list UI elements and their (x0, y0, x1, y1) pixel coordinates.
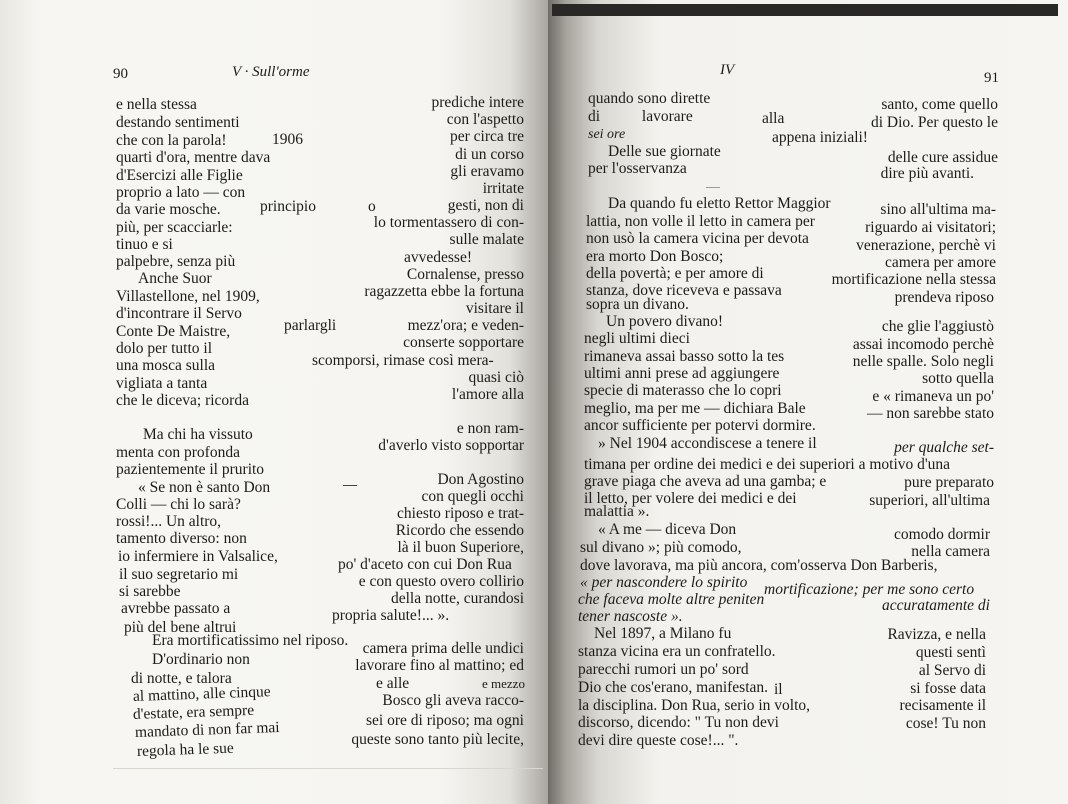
text-line: mandato di non far mai (134, 718, 280, 741)
text-line: dire più avanti. (880, 165, 974, 182)
text-line: il letto, per volere dei medici e dei (584, 490, 797, 507)
text-line: era morto Don Bosco; (586, 248, 724, 265)
text-line: si sarebbe (119, 583, 181, 600)
text-fragment: parlargli (284, 317, 337, 334)
text-line: specie di materasso che lo copri (584, 382, 782, 399)
text-line: proprio a lato — con (116, 184, 246, 201)
text-line: rimaneva assai basso sotto la tes (584, 348, 785, 365)
text-line: più, per scacciarle: (116, 219, 233, 236)
text-line: e non ram- (456, 420, 524, 437)
text-line: rossi!... Un altro, (116, 513, 222, 530)
text-line: al Servo di (918, 662, 986, 679)
text-line: d'averlo visto sopportar (378, 437, 524, 454)
text-line: tener nascoste ». (578, 608, 683, 625)
text-line: destando sentimenti (116, 114, 240, 131)
text-line: nella camera (911, 543, 990, 560)
text-line: avvedesse! (404, 249, 472, 266)
text-fragment: appena iniziali! (772, 129, 868, 146)
text-line: negli ultimi dieci (584, 330, 690, 347)
text-line: di lavorare (588, 108, 693, 125)
text-line: grave piaga che aveva ad una gamba; e (584, 473, 827, 490)
text-line: ancor sufficiente per potervi dormire. (584, 417, 816, 434)
text-line: devi dire queste cose!... ". (578, 732, 739, 749)
text-line: e mezzo (482, 676, 525, 691)
text-line: e con questo overo collirio (358, 573, 524, 590)
text-line: per qualche set- (894, 439, 994, 456)
text-line: Don Agostino (437, 471, 524, 488)
text-line: avrebbe passato a (121, 600, 231, 617)
text-line: camera prima delle undici (362, 640, 524, 657)
text-line: si fosse data (910, 680, 986, 697)
text-line: menta con profonda (116, 444, 240, 461)
text-line: di Dio. Per questo le (871, 114, 998, 131)
text-line: meglio, ma per me — dichiara Bale (584, 400, 806, 417)
text-fragment: o (368, 198, 376, 215)
text-line: mortificazione nella stessa (831, 271, 996, 288)
text-line: per circa tre (450, 128, 524, 145)
text-line: conserte sopportare (403, 334, 524, 351)
text-line: irritate (482, 180, 524, 197)
text-line: l'amore alla (451, 386, 524, 403)
text-line: malattia ». (584, 503, 650, 520)
text-line: — non sarebbe stato (867, 405, 994, 422)
text-line: il suo segretario mi (119, 566, 239, 583)
text-line: Conte De Maistre, (116, 323, 231, 340)
text-line: santo, come quello (881, 96, 998, 113)
text-line: tinuo e si (116, 236, 173, 253)
text-line: di notte, e talora (131, 670, 232, 687)
text-line: queste sono tanto più lecite, (351, 731, 524, 748)
text-line: accuratamente di (881, 597, 990, 614)
text-line: propria salute!... ». (332, 607, 450, 624)
text-line: lattia, non volle il letto in camera per (586, 213, 815, 230)
text-line: stanza vicina era un confratello. (578, 643, 776, 660)
right-running-head: IV (720, 62, 735, 78)
text-line: superiori, all'ultima (869, 492, 990, 509)
right-page-number: 91 (984, 70, 999, 86)
text-line: vigliata a tanta (116, 375, 208, 392)
text-line: dove lavorava, ma più ancora, com'osserva Don Barberis, (580, 557, 938, 574)
text-fragment: alla (762, 110, 785, 127)
text-line: sotto quella (922, 370, 994, 387)
text-line: Un povero divano! (606, 313, 724, 330)
text-fragment: scomporsi, rimase così mera- (312, 352, 494, 369)
text-line: tamento diverso: non (116, 530, 247, 547)
text-line: prendeva riposo (894, 289, 994, 306)
text-line: cose! Tu non (905, 715, 986, 732)
text-line: una mosca sulla (116, 357, 216, 374)
text-line: della notte, curandosi (391, 590, 524, 607)
text-line: io infermiere in Valsalice, (118, 548, 278, 565)
text-line: gli eravamo (450, 163, 524, 180)
text-line: regola ha le sue (136, 739, 235, 760)
text-line: Nel 1897, a Milano fu (594, 625, 732, 642)
left-running-head: V · Sull'orme (232, 64, 310, 80)
text-line: comodo dormir (894, 526, 990, 543)
text-line: più del bene altrui (124, 619, 237, 636)
text-line: ragazzetta ebbe la fortuna (364, 283, 524, 300)
text-line: dolo per tutto il (116, 340, 213, 357)
text-line: prediche intere (431, 94, 524, 111)
text-line: che glie l'aggiustò (881, 318, 994, 335)
text-line: camera per amore (884, 254, 996, 271)
text-line: Ma chi ha vissuto (143, 426, 253, 443)
text-line: D'ordinario non (152, 651, 250, 668)
text-line: della povertà; e per amore di (586, 265, 764, 282)
text-line: Cornalense, presso (406, 266, 524, 283)
text-line: « Se non è santo Don (138, 479, 271, 496)
text-line: e nella stessa (116, 96, 197, 113)
text-line: sei ore di riposo; ma ogni (366, 712, 524, 729)
text-line: » Nel 1904 accondiscese a tenere il (598, 435, 817, 452)
text-line: Delle sue giornate (608, 143, 721, 160)
text-line: quando sono dirette (588, 90, 711, 107)
text-line: discorso, dicendo: " Tu non devi (578, 714, 779, 731)
text-line: stanza, dove riceveva e passava (586, 282, 782, 299)
text-line: Anche Suor (138, 270, 212, 287)
text-line: pazientemente il prurito (116, 461, 265, 478)
text-line: con l'aspetto (446, 111, 524, 128)
text-line: d'incontrare il Servo (116, 305, 242, 322)
text-line: che con la parola! (116, 132, 227, 149)
text-line: Colli — chi lo sarà? (116, 496, 241, 513)
text-line: palpebre, senza più (116, 253, 236, 270)
text-line: e alle (376, 675, 410, 692)
text-line: Villastellone, nel 1909, (116, 288, 260, 305)
text-line: assai incomodo perchè (852, 336, 994, 353)
text-line: sei ore (588, 127, 626, 142)
text-line: Bosco gli aveva racco- (382, 692, 524, 709)
text-line: di un corso (455, 146, 524, 163)
text-line: questi sentì (915, 644, 986, 661)
text-fragment: il (774, 681, 783, 698)
text-fragment: principio (260, 198, 316, 215)
text-line: che le diceva; ricorda (116, 392, 249, 409)
text-line: visitare il (465, 300, 524, 317)
text-line: sul divano »; più comodo, (580, 539, 742, 556)
text-line: sino all'ultima ma- (880, 201, 996, 218)
text-line: chiesto riposo e trat- (397, 505, 524, 522)
text-line: nelle spalle. Solo negli (852, 353, 994, 370)
dash-mark (343, 485, 357, 486)
text-line: sopra un divano. (586, 296, 689, 313)
text-line: gesti, non di (447, 197, 524, 214)
text-line: riguardo ai visitatori; (865, 219, 996, 236)
text-line: da varie mosche. (116, 201, 221, 218)
text-line: là il buon Superiore, (397, 539, 524, 556)
text-line: « per nascondere lo spirito (580, 574, 748, 591)
text-line: Era mortificatissimo nel riposo. (152, 632, 349, 649)
text-line: recisamente il (899, 697, 986, 714)
text-line: « A me — diceva Don (598, 521, 737, 538)
text-line: sulle malate (449, 231, 524, 248)
text-line: la disciplina. Don Rua, serio in volto, (578, 697, 811, 714)
section-dash (706, 187, 720, 188)
text-line: timana per ordine dei medici e dei superiori a motivo d'una (584, 456, 951, 473)
text-line: parecchi rumori un po' sord (578, 661, 749, 678)
text-line: venerazione, perchè vi (856, 237, 996, 254)
text-line: ultimi anni prese ad aggiungere (584, 365, 780, 382)
text-line: non usò la camera vicina per devota (586, 230, 809, 247)
text-line: pure preparato (904, 474, 994, 491)
text-line: lavorare fino al mattino; ed (355, 657, 524, 674)
text-line: per l'osservanza (588, 160, 687, 177)
text-line: e « rimaneva un po' (872, 388, 994, 405)
page-fold-line (113, 768, 543, 769)
text-line: Da quando fu eletto Rettor Maggior (608, 195, 831, 212)
year-fragment: 1906 (272, 131, 303, 148)
text-line: quarti d'ora, mentre dava (116, 149, 271, 166)
text-line: quasi ciò (468, 369, 524, 386)
text-line: lo tormentassero di con- (373, 214, 524, 231)
text-line: d'Esercizi alle Figlie (116, 167, 243, 184)
text-line: Ricordo che essendo (395, 522, 524, 539)
text-line: delle cure assidue (887, 149, 998, 166)
scan-edge (552, 4, 1058, 16)
text-line: Ravizza, e nella (887, 626, 986, 643)
left-page-number: 90 (113, 66, 128, 82)
text-line: con quegli occhi (421, 488, 524, 505)
text-line: Dio che cos'erano, manifestan. (578, 679, 769, 696)
text-fragment: po' d'aceto con cui Don Rua (338, 556, 512, 573)
text-line: al mattino, alle cinque (132, 683, 271, 705)
text-line: d'estate, era sempre (132, 701, 255, 723)
text-line: che faceva molte altre peniten (578, 591, 765, 608)
text-fragment: mortificazione; per me sono certo (764, 581, 975, 598)
text-line: mezz'ora; e veden- (407, 317, 524, 334)
